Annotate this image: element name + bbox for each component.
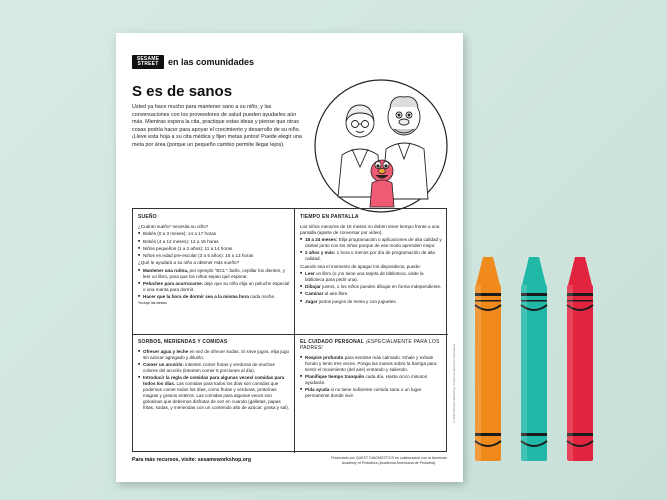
list-item: ■ Caminar al aire libre. xyxy=(300,291,443,297)
characters-illustration xyxy=(312,77,450,215)
list-item: ■ Dibujar juntos, o los niños pueden dibujar en forma independiente. xyxy=(300,284,443,290)
orange-crayon xyxy=(470,255,506,465)
list-item: ■ Niños en edad pre-escolar (3 a 5 años): 10 a 13 horas xyxy=(138,253,290,259)
list-item: ■ Planifique tiempo tranquilo cada día. Hasta cinco minutos ayudarán. xyxy=(300,374,443,386)
activity-sheet xyxy=(116,33,463,482)
copyright-note: ©2019 Sesame Workshop. Todos los derechos reservados. xyxy=(452,343,456,424)
list-item: ■ Respire profundo para sentirse más calmado. Inhale y exhale hondo y lento tres veces. Ponga las manos sobre la barriga para sentir el movimiento (del aire) entrando y saliendo. xyxy=(300,355,443,373)
list-item: ■ Peluches para acurrucarse. deje que su niño elija un peluche especial o una manta para dormir. xyxy=(138,281,290,293)
list-item: ■ Mantener una rutina, por ejemplo "BCL": baño, cepillar los dientes, y leer un libro, para que los niños sepan qué esperar. xyxy=(138,268,290,280)
list-item: ■ Leer un libro (o ¡no tiene una tarjeta de biblioteca, visite la biblioteca para pedir una). xyxy=(300,271,443,283)
brand-header xyxy=(132,55,447,69)
list-item: ■ Jugar juntos juegos de mesa y con juguetes. xyxy=(300,299,443,305)
list-item: ■ Pida ayuda si no tiene suficiente comida sana o un lugar permanente donde vivir. xyxy=(300,387,443,399)
section-cuidado xyxy=(300,340,443,400)
column-divider xyxy=(294,209,295,453)
section-heading: SORBOS, MERIENDAS Y COMIDAS xyxy=(138,339,228,345)
list-item: ■ Introducir la regla de comidas para algunas veces/ comidas para todos los días. Las comidas para todos los días son comidas que podemos comer todos los días, como frutas y verduras, proteínas magras y granos enteros. Las comidas para algunas veces son golosinas que debemos disfrutar de vez en cuando (galletas, papas fritas, sodas, y meriendas con un contenido alto de azúcar, grasa y sal). xyxy=(138,375,290,410)
list-item: ■ 18 a 24 meses: Elija programación o aplicaciones de alta calidad y úselas junto con los niños porque de ese modo aprenden mejor. xyxy=(300,237,443,249)
question: ¿Qué le ayudará a su niño a obtener más sueño? xyxy=(138,260,240,266)
page-title: S es de sanos xyxy=(132,83,233,100)
paragraph: Cuando sea el momento de apagar los dispositivos, puede: xyxy=(300,263,421,269)
footnote: *Incluye las siestas xyxy=(138,301,167,306)
teal-crayon xyxy=(516,255,552,465)
row-divider xyxy=(133,334,448,335)
question: ¿Cuánto sueño* necesita su niño? xyxy=(138,223,209,229)
red-crayon xyxy=(562,255,598,465)
section-heading: TIEMPO EN PANTALLA xyxy=(300,214,359,220)
list-item: ■ Hacer que la hora de dormir sea a la misma hora cada noche. xyxy=(138,294,290,300)
sesame-street-logo: SESAME STREET xyxy=(132,55,164,69)
intro-text: Usted ya hace mucho para mantener sano a su niño, y las conversaciones con los proveedores de salud pueden ayudarles aún más. Mientras espera la cita, practique estas ideas y piense que otras cosas podría hacer para apoyar el crecimiento y desarrollo de su niño. ¡Lleve esta hoja a su cita médica y fijen metas juntos! Puede elegir una meta por área (porque un pequeño cambio permite llegar lejos). xyxy=(132,104,302,148)
section-sueno xyxy=(138,215,290,309)
section-heading: EL CUIDADO PERSONAL ¡ESPECIALMENTE PARA LOS PADRES! xyxy=(300,339,440,351)
brand-tagline: en las comunidades xyxy=(168,57,255,67)
list-item: ■ Niños pequeños (1 a 2 años): 11 a 14 horas xyxy=(138,246,290,252)
section-sorbos xyxy=(138,340,290,412)
paragraph: Los niños menores de 18 meses no deben tener tiempo frente a una pantalla (aparte de conversar por video). xyxy=(300,223,440,235)
list-item: ■ Ofrecer agua y leche en vez de ofrecer sodas. Si sirve jugos, elija jugo sin azúcar agregado y diluirlo. xyxy=(138,349,290,361)
section-heading: SUEÑO xyxy=(138,214,157,220)
funding-credit: Financiado por QUEST DIAGNOSTICS en colaboración con la American Academy of Pediatrics (Academia Americana de Pediatría). xyxy=(331,456,447,465)
list-item: ■ Comer un arcoíris: intenten comer frutas y verduras de muchos colores del arcoíris (intenten comer 5 porciones al día). xyxy=(138,362,290,374)
resources-link-text: Para más recursos, visite: sesameworkshop.org xyxy=(132,457,252,463)
list-item: ■ 2 años y más: 1 hora o menos por día de programación de alta calidad. xyxy=(300,250,443,262)
section-tiempo xyxy=(300,215,443,306)
list-item: ■ Bebés (0 a 3 meses): 14 a 17 horas xyxy=(138,231,290,237)
tips-grid xyxy=(132,208,447,452)
list-item: ■ Bebés (4 a 12 meses): 12 a 16 horas xyxy=(138,239,290,245)
